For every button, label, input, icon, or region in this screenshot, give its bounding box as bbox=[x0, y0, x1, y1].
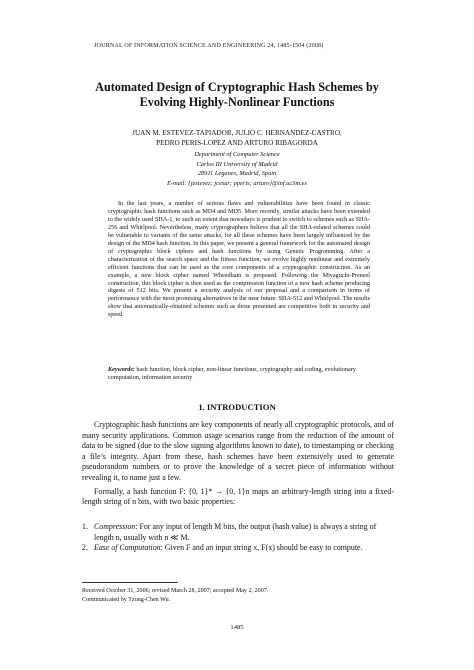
property-number: 2. bbox=[82, 543, 88, 553]
affiliation-department: Department of Computer Science bbox=[194, 151, 280, 158]
property-item bbox=[82, 522, 394, 543]
intro-paragraph-1: Cryptographic hash functions are key components of nearly all cryptographic protocols, and of many security applications. Common usage scenarios range from the reduction of the amount of data to be signed (due to the slow signing algorithms known to date), to timestamping or checking a file’s integrity. Apart from these, hash schemes have been extensively used to generate pseudorandom numbers or to prove the knowledge of a secret piece of information without revealing it, to name just a few. bbox=[82, 420, 394, 482]
footnotes bbox=[82, 587, 394, 605]
section-heading: 1. INTRODUCTION bbox=[198, 402, 276, 412]
affiliation-city: 28911 Leganes, Madrid, Spain bbox=[197, 170, 277, 178]
page-number: 1485 bbox=[230, 624, 244, 631]
property-text: : Given F and an input string x, F(x) should be easy to compute. bbox=[160, 543, 363, 553]
affiliation-university: Carlos III University of Madrid bbox=[196, 160, 278, 168]
authors-line-1: JUAN M. ESTEVEZ-TAPIADOR, JULIO C. HERNANDEZ-CASTRO, bbox=[132, 129, 342, 137]
property-text: : For any input of length M bits, the output (hash value) is always a string of length n, usually with n ≪ M. bbox=[94, 522, 377, 542]
abstract bbox=[108, 200, 370, 319]
footnote-received: Received October 31, 2006; revised March 28, 2007; accepted May 2, 2007. bbox=[82, 588, 269, 594]
abstract-text: In the last years, a number of serious flaws and vulnerabilities have been found in classic cryptographic hash functions such as MD4 and MD5. More recently, similar attacks have been extended to the widely used SHA-1, to such an extent that nowadays is prudent to switch to schemes such as SHA-256 and Whirlpool. Nevertheless, many cryptographers believe that all the SHA-related schemes could be vulnerable to variants of the same attacks, for all these schemes have been largely influenced by the design of the MD4 hash function. In this paper, we present a general framework for the automated design of cryptographic block ciphers and hash functions by using Genetic Programming. After a characterization of the search space and the fitness function, we evolve highly nonlinear and extremely efficient functions that can be used as the core components of a cryptographic construction. As an example, a new block cipher named Wheedham is proposed. Following the Miyaguchi-Preneel construction, this block cipher is then used as the compression function of a new hash scheme producing digests of 512 bits. We present a security analysis of our proposal and a comparison in terms of performance with the most promising alternatives in the near future: SHA-512 and Whirlpool. The results show that automatically-obtained schemes such as those presented are competitive both in security and speed. bbox=[108, 200, 370, 319]
affiliation-email: E-mail: {jestevez; jcesar; pperis; arturo}@inf.uc3m.es bbox=[167, 179, 307, 187]
footnote-communicated: Communicated by Tzong-Chen Wu. bbox=[82, 597, 171, 603]
paper-title bbox=[60, 80, 414, 110]
affiliation bbox=[60, 150, 414, 188]
keywords bbox=[108, 366, 370, 382]
title-line-1: Automated Design of Cryptographic Hash Schemes by bbox=[95, 80, 379, 94]
introduction-body bbox=[82, 420, 394, 508]
property-name: Compression bbox=[94, 522, 136, 531]
property-number: 1. bbox=[82, 522, 88, 531]
property-name: Ease of Computation bbox=[94, 543, 161, 553]
keywords-text: hash function, block cipher, non-linear functions, cryptography and coding, evolutionary computation, information security bbox=[108, 366, 356, 381]
running-head: JOURNAL OF INFORMATION SCIENCE AND ENGINEERING 24, 1485-1504 (2008) bbox=[94, 42, 324, 49]
title-line-2: Evolving Highly-Nonlinear Functions bbox=[139, 95, 335, 109]
footnote-rule bbox=[82, 582, 178, 583]
property-item bbox=[82, 543, 394, 554]
keywords-label: Keywords: bbox=[108, 366, 135, 373]
property-list bbox=[82, 522, 394, 554]
authors-line-2: PEDRO PERIS-LOPEZ AND ARTURO RIBAGORDA bbox=[156, 139, 318, 147]
author-list bbox=[60, 128, 414, 148]
intro-paragraph-2: Formally, a hash function F: {0, 1}* → {0, 1}n maps an arbitrary-length string into a fixed-length string of n bits, with two basic properties: bbox=[82, 486, 394, 507]
